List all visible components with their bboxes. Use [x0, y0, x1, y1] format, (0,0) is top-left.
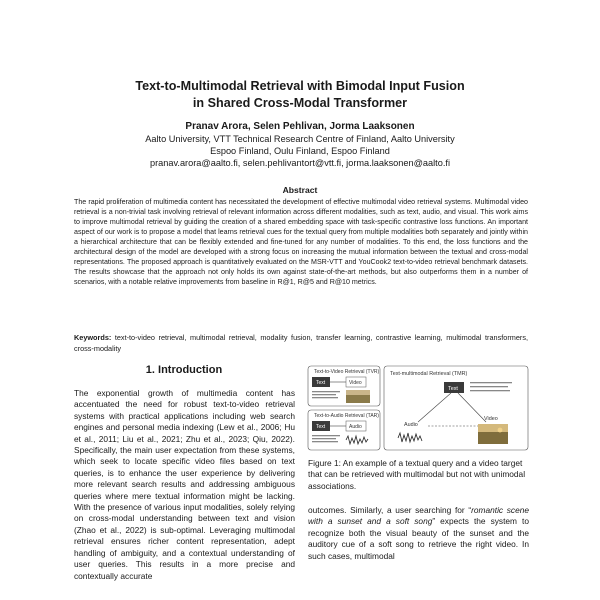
- affiliation-line-1: Aalto University, VTT Technical Research Centre of Finland, Aalto University: [145, 134, 455, 144]
- tvr-text-label: Text: [316, 380, 326, 386]
- paper-title: [0, 78, 600, 112]
- tar-audio-label: Audio: [349, 424, 362, 430]
- tmr-text-label: Text: [448, 386, 458, 392]
- tmr-video-sun: [498, 428, 503, 433]
- tvr-video-thumb-sky: [346, 390, 370, 395]
- figure-1-diagram: [306, 364, 530, 452]
- tmr-audio-label: Audio: [404, 422, 418, 428]
- tvr-query-lines-2: [312, 394, 336, 395]
- intro-right-post: ” expects the system to recognize both the visual beauty of the sunset and the auditory cue of a soft song to retrieve the right video. In such cases, multimodal: [308, 516, 529, 561]
- tmr-video-thumb-sky: [478, 424, 508, 432]
- keywords-text: text-to-video retrieval, multimodal retrieval, modality fusion, transfer learning, contrastive learning, multimodal transformers, cross-modality: [74, 333, 528, 353]
- intro-left-column: The exponential growth of multimedia content has accentuated the need for robust text-to-video retrieval systems with practical applications including web search engines and personal media indexing (Lew et al., 2006; Hu et al., 2011; Liu et al., 2021; Zhu et al., 2023; Qiu, 2022). Specifically, the main user expectation from these systems, which seek to locate specific video files based on text queries, is to enhance the user experience by delivering more relevant search results and addressing ambiguous queries where mere textual information might be lacking. With the presence of various input modalities, solely relying on cross-modal understanding between text and vision (Zhao et al., 2022) is sub-optimal. Leveraging multimodal retrieval ensures richer content representation, adept handling of ambiguity, and a contextual understanding of user queries. This results in a more precise and contextually accurate: [74, 388, 295, 581]
- tar-text-label: Text: [316, 424, 326, 430]
- tvr-title: Text-to-Video Retrieval (TVR): [314, 369, 380, 375]
- affiliation-line-2: Espoo Finland, Oulu Finland, Espoo Finland: [210, 146, 390, 157]
- tar-query-lines-2: [312, 438, 336, 439]
- abstract-heading: Abstract: [282, 185, 318, 195]
- keywords-label: Keywords:: [74, 333, 112, 342]
- author-emails: pranav.arora@aalto.fi, selen.pehlivantort@vtt.fi, jorma.laaksonen@aalto.fi: [149, 158, 450, 169]
- tvr-video-label: Video: [349, 380, 362, 386]
- author-names: Pranav Arora, Selen Pehlivan, Jorma Laaksonen: [185, 121, 415, 132]
- intro-right-quote: romantic scene with a sunset and a soft song: [308, 505, 530, 527]
- tar-query-lines-3: [312, 441, 338, 442]
- tvr-query-lines: [312, 391, 340, 392]
- figure-1-caption: Figure 1: An example of a textual query and a video target that can be retrieved with multimodal but not with unimodal associations.: [308, 458, 526, 491]
- tmr-query-lines: [470, 382, 512, 383]
- intro-right-pre: outcomes. Similarly, a user searching for “: [308, 505, 472, 515]
- tmr-query-lines-3: [470, 390, 510, 391]
- intro-right-column: [308, 505, 529, 562]
- tar-query-lines: [312, 435, 340, 436]
- keywords: [74, 333, 528, 354]
- section-heading-introduction: 1. Introduction: [145, 364, 223, 376]
- tar-title: Text-to-Audio Retrieval (TAR): [314, 413, 379, 419]
- tmr-video-label: Video: [484, 416, 498, 422]
- tvr-query-lines-3: [312, 397, 338, 398]
- abstract-text: The rapid proliferation of multimedia content has necessitated the development of effective multimodal video retrieval systems. Multimodal video retrieval is a non-trivial task involving retrieval of relevant information across different modalities, such as text, audio, and visual. This work aims to improve multimodal retrieval by guiding the creation of a shared embedding space with task-specific contrastive loss functions. An important aspect of our work is to propose a model that learns retrieval cues for the textual query from multiple modalities both separately and jointly within a hierarchical architecture that can be flexibly extended and fine-tuned for any number of modalities. To this end, the loss functions and the architectural design of the model are developed with a strong focus on increasing the mutual information between the textual and cross-modal representations. The proposed approach is quantitatively evaluated on the MSR-VTT and YouCook2 text-to-video retrieval benchmark datasets. The results showcase that the approach not only holds its own against state-of-the-art methods, but also outperforms them in a number of scenarios, with a notable relative improvements from baseline in R@1, R@5 and R@10 metrics.: [74, 198, 528, 286]
- title-line-2: in Shared Cross-Modal Transformer: [192, 96, 408, 110]
- tmr-query-lines-2: [470, 386, 508, 387]
- tmr-title: Text-multimodal Retrieval (TMR): [390, 371, 468, 377]
- title-line-1: Text-to-Multimodal Retrieval with Bimodal Input Fusion: [135, 79, 465, 93]
- author-block: [0, 120, 600, 170]
